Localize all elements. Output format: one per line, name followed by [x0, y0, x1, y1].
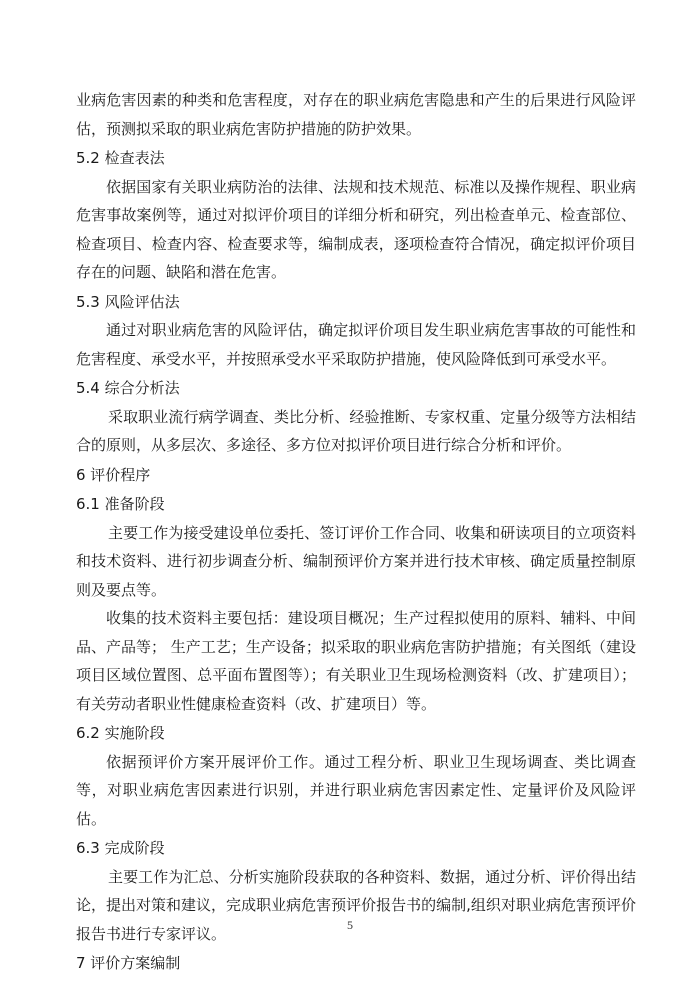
section-heading-6-1: 6.1 准备阶段 [76, 495, 165, 513]
section-heading-7: 7 评价方案编制 [76, 954, 181, 972]
paragraph-risk-assessment: 通过对职业病危害的风险评估，确定拟评价项目发生职业病危害事故的可能性和危害程度、承受水平，并按照承受水平采取防护措施，使风险降低到可承受水平。 [76, 321, 636, 368]
paragraph-technical-materials: 收集的技术资料主要包括：建设项目概况；生产过程拟使用的原料、辅料、中间品、产品等； 生产工艺；生产设备；拟采取的职业病危害防护措施；有关图纸（建设项目区域位置图、总平面布置图等）；有关职业卫生现场检测资料（改、扩建项目）； 有关劳动者职业性健康检查资料（改、扩建项目）等。 [76, 609, 636, 713]
section-heading-5-2: 5.2 检查表法 [76, 149, 165, 167]
section-heading-6-2: 6.2 实施阶段 [76, 724, 165, 742]
paragraph-completion: 主要工作为汇总、分析实施阶段获取的各种资料、数据，通过分析、评价得出结论，提出对策和建议，完成职业病危害预评价报告书的编制,组织对职业病危害预评价报告书进行专家评议。 [76, 867, 636, 943]
section-heading-5-4: 5.4 综合分析法 [76, 379, 180, 397]
page-number: 5 [347, 918, 353, 932]
paragraph-comprehensive-analysis: 采取职业流行病学调查、类比分析、经验推断、专家权重、定量分级等方法相结合的原则，从多层次、多途径、多方位对拟评价项目进行综合分析和评价。 [76, 407, 636, 454]
paragraph-checklist-method: 依据国家有关职业病防治的法律、法规和技术规范、标准以及操作规程、职业病危害事故案例等，通过对拟评价项目的详细分析和研究，列出检查单元、检查部位、检查项目、检查内容、检查要求等，编制成表，逐项检查符合情况，确定拟评价项目存在的问题、缺陷和潜在危害。 [76, 177, 636, 281]
paragraph-preparation-tasks: 主要工作为接受建设单位委托、签订评价工作合同、收集和研读项目的立项资料和技术资料、进行初步调查分析、编制预评价方案并进行技术审核、确定质量控制原则及要点等。 [76, 523, 636, 599]
section-heading-6-3: 6.3 完成阶段 [76, 839, 165, 857]
section-heading-6: 6 评价程序 [76, 465, 151, 484]
paragraph-continuation: 业病危害因素的种类和危害程度，对存在的职业病危害隐患和产生的后果进行风险评估，预测拟采取的职业病危害防护措施的防护效果。 [76, 91, 636, 138]
document-body [76, 86, 636, 978]
paragraph-implementation: 依据预评价方案开展评价工作。通过工程分析、职业卫生现场调查、类比调查等，对职业病危害因素进行识别，并进行职业病危害因素定性、定量评价及风险评估。 [76, 752, 636, 828]
section-heading-5-3: 5.3 风险评估法 [76, 292, 180, 311]
